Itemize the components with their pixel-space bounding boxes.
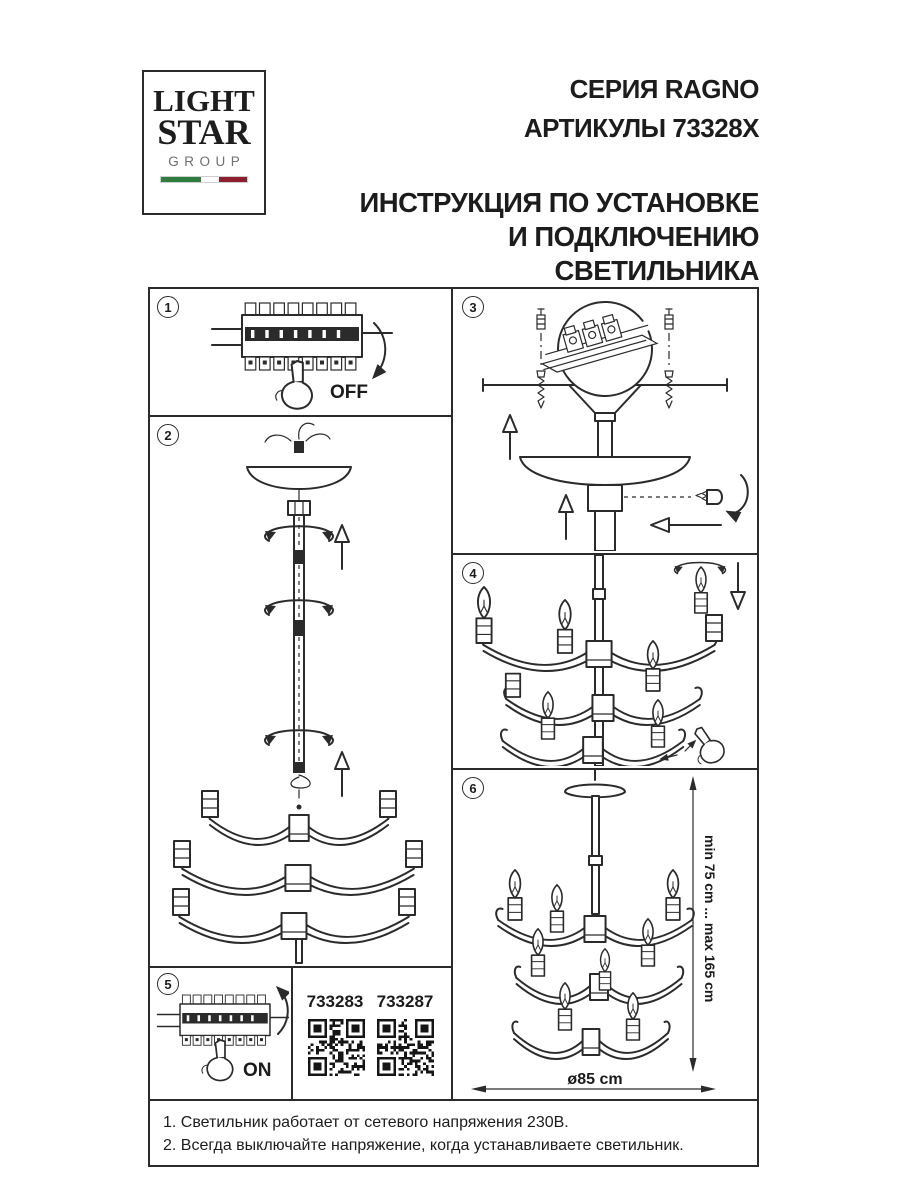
socket-t3-right [399, 889, 415, 915]
canopy-collar [588, 485, 622, 511]
diameter-label: ø85 cm [567, 1071, 623, 1088]
detached-bulb [695, 567, 707, 613]
candle-bulb [599, 949, 610, 990]
circuit-breaker [212, 303, 392, 370]
dim-arrowhead-top [690, 776, 697, 790]
articles-number: АРТИКУЛЫ 73328X [523, 113, 759, 143]
lightstar-logo [142, 70, 266, 215]
socket-t1-left [202, 791, 218, 817]
title-line-1: ИНСТРУКЦИЯ ПО УСТАНОВКЕ [359, 187, 759, 218]
down-arrow-head [731, 592, 745, 609]
footer-note-1: 1. Светильник работает от сетевого напряжения 230В. [163, 1114, 569, 1131]
rod-tip [293, 763, 305, 773]
up-arrow-1 [335, 525, 349, 569]
mount-collar [595, 413, 615, 421]
candle-bulb [646, 641, 660, 691]
step-4-digit: 4 [469, 565, 477, 581]
socket-t2-left [174, 841, 190, 867]
arm-tier-3 [512, 1022, 669, 1059]
rotate-up-arrow [278, 988, 288, 1034]
up-arrow-left [503, 415, 517, 459]
arm-tier-3 [177, 906, 411, 943]
ceiling-mount-illustration [453, 289, 757, 551]
canopy-dome [520, 457, 690, 485]
ceiling-wires [265, 423, 330, 442]
step-number-5 [157, 973, 179, 995]
side-screw-head [707, 490, 722, 504]
arm-tier-1 [208, 808, 390, 845]
step-number-1 [157, 296, 179, 318]
height-range-label: min 75 cm ... max 165 cm [702, 835, 718, 1003]
article-code-right: 733287 [376, 992, 434, 1011]
title-line-2: И ПОДКЛЮЧЕНИЮ СВЕТИЛЬНИКА [507, 221, 759, 286]
flag-white [201, 177, 219, 182]
empty-socket [706, 615, 722, 641]
candle-bulb [627, 993, 640, 1040]
screw-rotate-arrow [728, 475, 748, 513]
hook-dot [297, 805, 302, 810]
candle-bulb [476, 587, 491, 643]
bulb-install-illustration [453, 555, 757, 766]
step-6-digit: 6 [469, 780, 477, 796]
anchor-screw-left [537, 309, 545, 408]
qr-code-left [308, 1019, 365, 1076]
socket-t1-right [380, 791, 396, 817]
candle-bulb [542, 692, 555, 739]
rotate-down-arrow [374, 323, 385, 377]
article-code-left: 733283 [306, 992, 364, 1011]
circuit-breaker [158, 995, 290, 1045]
italian-flag-bar [160, 176, 248, 183]
on-label: ON [243, 1060, 272, 1081]
step-number-3 [462, 296, 484, 318]
socket-t2-right [406, 841, 422, 867]
adjust-arrow-2 [685, 741, 695, 751]
hook-wire [291, 775, 310, 798]
step-3-digit: 3 [469, 299, 477, 315]
step-number-6 [462, 777, 484, 799]
candle-bulb [642, 919, 655, 966]
divider-p5-qr [291, 966, 293, 1099]
anchor-screw-right [665, 309, 673, 408]
flag-red [219, 177, 247, 182]
flag-green [161, 177, 201, 182]
coupler [288, 501, 310, 515]
header-series-block [300, 70, 759, 148]
off-label: OFF [330, 382, 368, 403]
rod-joint [593, 589, 605, 599]
wire-connector [294, 441, 304, 453]
coupling-nut-2 [293, 621, 305, 635]
breaker-off-illustration [150, 289, 449, 413]
step-2-digit: 2 [164, 427, 172, 443]
up-arrow-center [559, 495, 573, 539]
footer-note-2: 2. Всегда выключайте напряжение, когда устанавливаете светильник. [163, 1137, 684, 1154]
logo-word-group: GROUP [168, 154, 246, 169]
step-number-2 [157, 424, 179, 446]
socket-t3-left [173, 889, 189, 915]
qr-code-right [377, 1019, 434, 1076]
step-5-digit: 5 [164, 976, 172, 992]
dim-arrowhead-right [701, 1086, 716, 1093]
candle-bulb [508, 870, 522, 920]
step-number-4 [462, 562, 484, 584]
candle-bulb [551, 885, 564, 932]
rod-collar [589, 856, 602, 865]
candle-bulb [666, 870, 680, 920]
dim-arrowhead-bottom [690, 1058, 697, 1072]
mount-rod-lower [595, 511, 615, 551]
logo-word-light: LIGHT [153, 83, 255, 118]
rod-assembly-illustration [150, 417, 449, 964]
candle-bulb [558, 600, 572, 653]
coupling-nut-1 [293, 551, 305, 563]
side-screw-thread [696, 491, 707, 501]
instruction-title [300, 186, 759, 288]
candle-bulb [559, 983, 572, 1030]
step-1-digit: 1 [164, 299, 172, 315]
bottom-rod-stub [296, 939, 302, 963]
footer-notes [163, 1111, 743, 1157]
candle-bulb [532, 929, 545, 976]
series-name: СЕРИЯ RAGNO [569, 74, 759, 104]
up-arrow-2 [335, 752, 349, 796]
empty-socket [506, 674, 520, 697]
arm-tier-2 [180, 858, 416, 895]
dim-arrowhead-left [471, 1086, 486, 1093]
canopy-dish [247, 467, 351, 489]
push-arrow-head [651, 518, 669, 532]
mount-rod-upper [598, 421, 612, 457]
logo-word-star: STAR [157, 112, 251, 152]
